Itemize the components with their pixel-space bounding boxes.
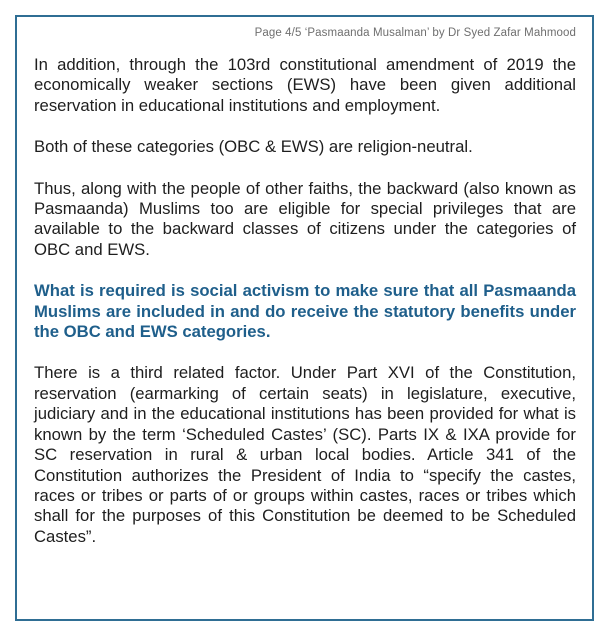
paragraph-pasmaanda-eligibility: Thus, along with the people of other faiths, the backward (also known as Pasmaanda) Muslims too are eligible for special privileges that are available to the backward classes of citizens under the categories of OBC and EWS. <box>34 178 576 259</box>
paragraph-scheduled-castes: There is a third related factor. Under Part XVI of the Constitution, reservation (earmarking of certain seats) in legislature, executive, judiciary and in the educational institutions has been provided for what is known by the term ‘Scheduled Castes’ (SC). Parts IX & IXA provide for SC reservation in rural & urban local bodies. Article 341 of the Constitution authorizes the President of India to “specify the castes, races or tribes or parts of or groups within castes, races or tribes which shall for the purposes of this Constitution be deemed to be Scheduled Castes”. <box>34 363 576 546</box>
paragraph-ews-amendment: In addition, through the 103rd constitutional amendment of 2019 the economically weaker sections (EWS) have been given additional reservation in educational institutions and employment. <box>34 55 576 115</box>
paragraph-social-activism-highlight: What is required is social activism to make sure that all Pasmaanda Muslims are included in and do receive the statutory benefits under the OBC and EWS categories. <box>34 281 576 342</box>
document-body <box>34 55 576 568</box>
page-frame <box>15 15 594 621</box>
paragraph-religion-neutral: Both of these categories (OBC & EWS) are religion-neutral. <box>34 137 473 157</box>
page-header: Page 4/5 ‘Pasmaanda Musalman’ by Dr Syed Zafar Mahmood <box>254 27 576 39</box>
